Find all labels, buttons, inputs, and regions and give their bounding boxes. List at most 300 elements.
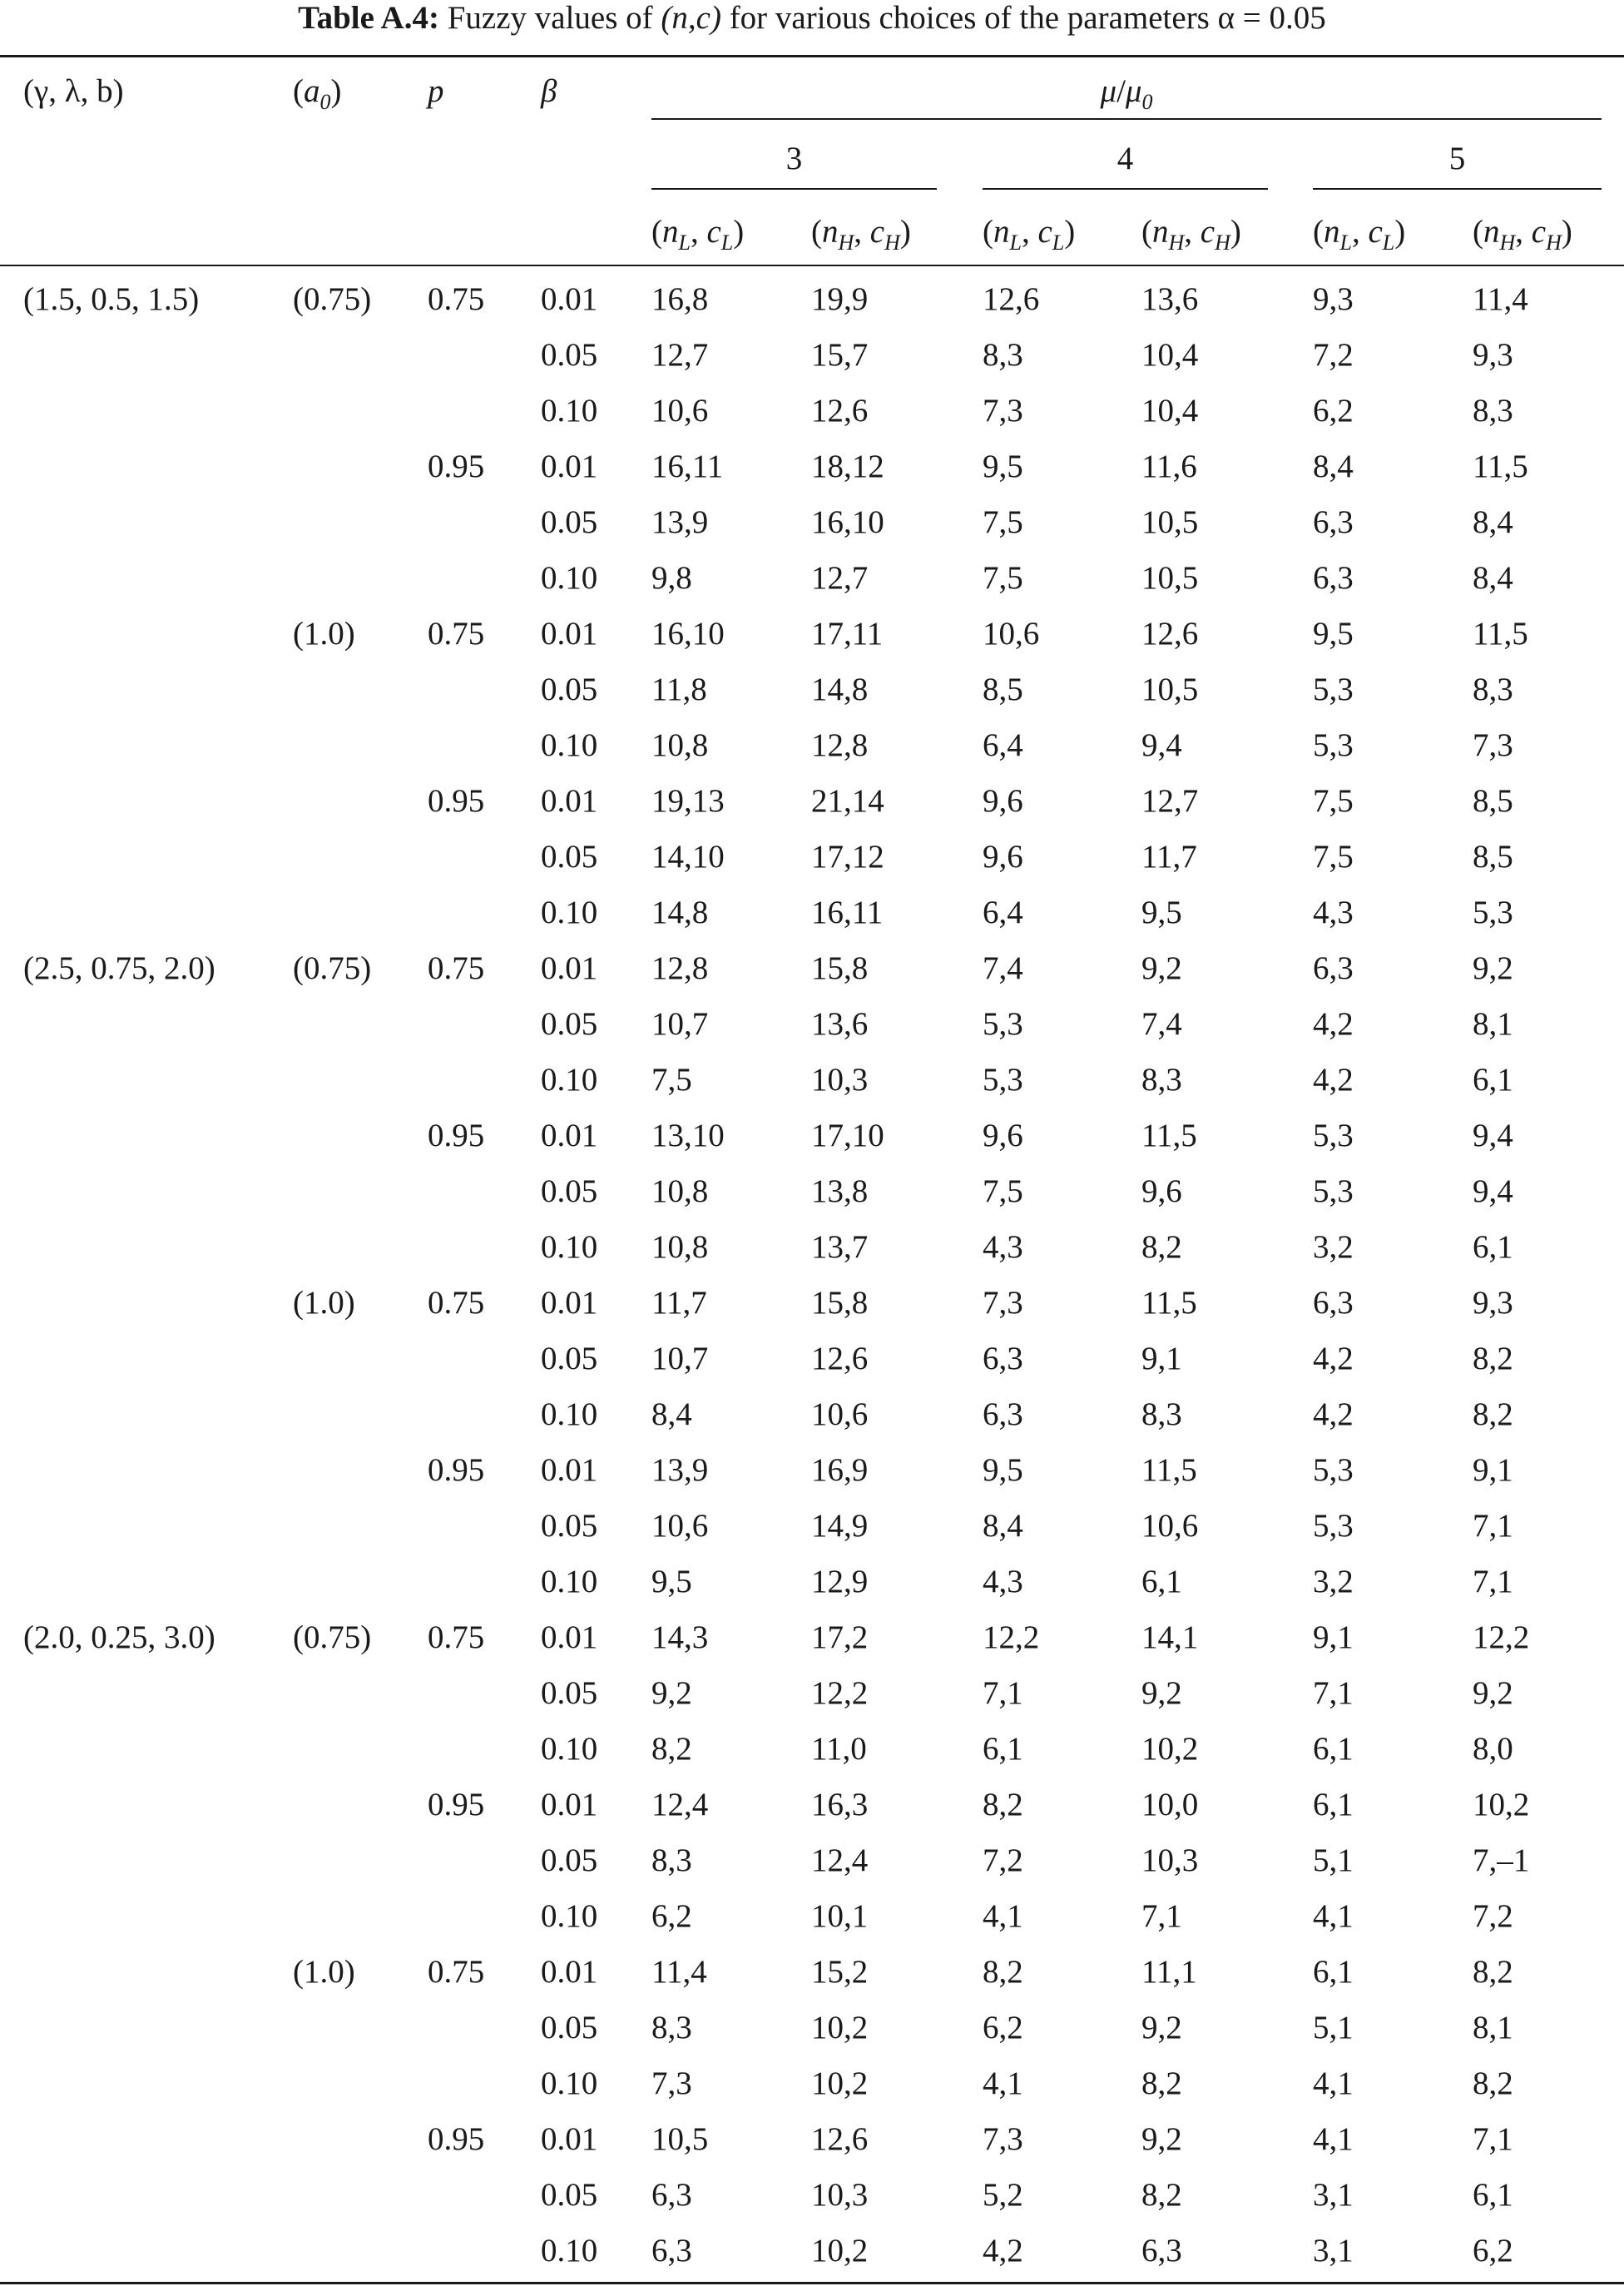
cell-beta: 0.10 — [541, 1396, 598, 1432]
cell-high-3: 15,8 — [811, 950, 869, 986]
cell-high-5: 7,1 — [1473, 1564, 1513, 1599]
cell-low-4: 7,3 — [983, 2121, 1023, 2157]
cell-high-4: 11,7 — [1141, 839, 1197, 875]
cell-high-3: 21,14 — [811, 783, 884, 819]
cell-high-5: 9,1 — [1473, 1452, 1513, 1488]
cell-low-3: 10,8 — [651, 1229, 709, 1265]
cell-high-4: 10,6 — [1141, 1508, 1199, 1544]
cell-low-3: 13,9 — [651, 504, 709, 540]
cell-high-3: 14,8 — [811, 672, 869, 707]
cell-beta: 0.01 — [541, 950, 598, 986]
cell-high-3: 11,0 — [811, 1731, 867, 1767]
cell-high-3: 10,2 — [811, 2233, 869, 2269]
cell-beta: 0.01 — [541, 281, 598, 317]
cell-beta: 0.10 — [541, 1229, 598, 1265]
cell-low-3: 11,8 — [651, 672, 707, 707]
cell-beta: 0.05 — [541, 672, 598, 707]
cell-low-3: 10,7 — [651, 1341, 709, 1376]
cell-high-5: 12,2 — [1473, 1619, 1530, 1655]
cell-high-4: 7,4 — [1141, 1006, 1182, 1042]
cell-high-5: 8,2 — [1473, 1341, 1513, 1376]
cell-low-4: 6,4 — [983, 727, 1023, 763]
cell-high-5: 8,5 — [1473, 839, 1513, 875]
cell-beta: 0.05 — [541, 2177, 598, 2213]
cell-beta: 0.01 — [541, 1619, 598, 1655]
cell-low-3: 16,10 — [651, 616, 725, 652]
cell-high-3: 17,2 — [811, 1619, 869, 1655]
cell-low-4: 6,2 — [983, 2010, 1023, 2045]
cell-low-4: 7,5 — [983, 560, 1023, 596]
cell-low-4: 8,3 — [983, 337, 1023, 373]
cell-low-4: 7,4 — [983, 950, 1023, 986]
cell-low-4: 12,2 — [983, 1619, 1040, 1655]
cell-p: 0.95 — [428, 1787, 485, 1822]
cell-beta: 0.01 — [541, 1452, 598, 1488]
cell-low-4: 10,6 — [983, 616, 1040, 652]
cell-beta: 0.10 — [541, 393, 598, 429]
header-ratio-5: 5 — [1448, 141, 1466, 176]
cell-low-3: 14,3 — [651, 1619, 709, 1655]
cell-high-5: 8,4 — [1473, 504, 1513, 540]
cell-high-4: 10,4 — [1141, 337, 1199, 373]
cell-beta: 0.05 — [541, 1006, 598, 1042]
cell-high-3: 12,7 — [811, 560, 869, 596]
cell-high-5: 10,2 — [1473, 1787, 1530, 1822]
cell-beta: 0.10 — [541, 727, 598, 763]
header-ratio: $\mu/\mu_0$ — [1100, 73, 1153, 114]
cell-high-3: 12,6 — [811, 2121, 869, 2157]
cell-high-4: 12,6 — [1141, 616, 1199, 652]
cell-low-5: 5,3 — [1313, 1452, 1354, 1488]
cell-low-3: 12,4 — [651, 1787, 709, 1822]
cell-high-4: 6,1 — [1141, 1564, 1182, 1599]
cell-low-3: 19,13 — [651, 783, 725, 819]
cell-beta: 0.10 — [541, 2065, 598, 2101]
cell-high-3: 15,8 — [811, 1285, 869, 1321]
cell-high-4: 9,4 — [1141, 727, 1182, 763]
cell-low-3: 9,8 — [651, 560, 692, 596]
cell-low-4: 8,5 — [983, 672, 1023, 707]
cell-low-5: 3,2 — [1313, 1564, 1354, 1599]
cell-high-5: 8,1 — [1473, 1006, 1513, 1042]
cell-high-3: 16,11 — [811, 895, 884, 930]
cell-low-5: 6,3 — [1313, 1285, 1354, 1321]
cell-a0: (1.0) — [293, 1285, 355, 1321]
cell-low-5: 9,1 — [1313, 1619, 1354, 1655]
cell-low-5: 5,1 — [1313, 2010, 1354, 2045]
cell-low-4: 9,6 — [983, 839, 1023, 875]
cell-high-5: 8,5 — [1473, 783, 1513, 819]
cell-low-5: 3,2 — [1313, 1229, 1354, 1265]
cell-high-5: 9,3 — [1473, 337, 1513, 373]
cell-high-5: 6,1 — [1473, 1062, 1513, 1098]
cell-high-4: 9,2 — [1141, 2121, 1182, 2157]
cell-high-3: 10,6 — [811, 1396, 869, 1432]
cell-low-5: 6,1 — [1313, 1954, 1354, 1990]
header-beta: β — [541, 73, 557, 109]
cell-low-4: 7,2 — [983, 1842, 1023, 1878]
cell-high-5: 7,3 — [1473, 727, 1513, 763]
header-p: p — [428, 73, 444, 109]
cell-low-3: 8,3 — [651, 2010, 692, 2045]
cell-low-3: 10,6 — [651, 393, 709, 429]
cell-low-4: 7,3 — [983, 1285, 1023, 1321]
cell-beta: 0.05 — [541, 2010, 598, 2045]
cell-low-5: 4,2 — [1313, 1062, 1354, 1098]
cell-low-4: 4,1 — [983, 1898, 1023, 1934]
cell-high-4: 9,2 — [1141, 1675, 1182, 1711]
cell-high-3: 17,11 — [811, 616, 884, 652]
cell-high-4: 10,3 — [1141, 1842, 1199, 1878]
header-a0: $(a_0)$ — [293, 73, 342, 114]
caption-text-before: Fuzzy values of — [447, 0, 653, 36]
cell-low-5: 4,2 — [1313, 1006, 1354, 1042]
cell-low-5: 4,2 — [1313, 1341, 1354, 1376]
ratio-5-rule — [1313, 188, 1602, 190]
cell-high-3: 17,10 — [811, 1118, 884, 1153]
cell-high-3: 12,8 — [811, 727, 869, 763]
cell-low-4: 6,4 — [983, 895, 1023, 930]
cell-high-3: 13,7 — [811, 1229, 869, 1265]
cell-high-3: 18,12 — [811, 449, 884, 484]
cell-beta: 0.01 — [541, 1285, 598, 1321]
cell-p: 0.95 — [428, 449, 485, 484]
cell-low-5: 4,1 — [1313, 2065, 1354, 2101]
cell-high-5: 8,2 — [1473, 1396, 1513, 1432]
cell-high-5: 8,1 — [1473, 2010, 1513, 2045]
cell-high-4: 8,2 — [1141, 2065, 1182, 2101]
caption-text-after: for various choices of the parameters — [729, 0, 1210, 36]
table-caption — [0, 0, 1624, 37]
cell-high-3: 10,3 — [811, 2177, 869, 2213]
cell-beta: 0.01 — [541, 449, 598, 484]
cell-high-3: 17,12 — [811, 839, 884, 875]
cell-high-5: 9,3 — [1473, 1285, 1513, 1321]
cell-high-4: 10,0 — [1141, 1787, 1199, 1822]
cell-high-3: 12,9 — [811, 1564, 869, 1599]
cell-a0: (0.75) — [293, 950, 372, 986]
cell-high-3: 16,3 — [811, 1787, 869, 1822]
cell-high-4: 9,2 — [1141, 2010, 1182, 2045]
cell-beta: 0.01 — [541, 616, 598, 652]
cell-high-5: 5,3 — [1473, 895, 1513, 930]
cell-low-3: 16,8 — [651, 281, 709, 317]
cell-low-3: 11,4 — [651, 1954, 707, 1990]
cell-high-3: 16,10 — [811, 504, 884, 540]
cell-low-5: 5,1 — [1313, 1842, 1354, 1878]
cell-low-5: 5,3 — [1313, 1173, 1354, 1209]
cell-high-5: 11,5 — [1473, 616, 1528, 652]
cell-high-5: 7,1 — [1473, 2121, 1513, 2157]
cell-high-4: 11,5 — [1141, 1285, 1197, 1321]
cell-low-3: 10,8 — [651, 727, 709, 763]
cell-p: 0.95 — [428, 1452, 485, 1488]
cell-low-4: 9,6 — [983, 783, 1023, 819]
cell-low-3: 12,8 — [651, 950, 709, 986]
cell-beta: 0.10 — [541, 1564, 598, 1599]
cell-p: 0.95 — [428, 2121, 485, 2157]
cell-high-3: 16,9 — [811, 1452, 869, 1488]
cell-low-3: 6,3 — [651, 2177, 692, 2213]
cell-low-3: 8,4 — [651, 1396, 692, 1432]
cell-low-3: 14,10 — [651, 839, 725, 875]
cell-low-3: 6,2 — [651, 1898, 692, 1934]
cell-high-5: 6,1 — [1473, 1229, 1513, 1265]
cell-beta: 0.01 — [541, 2121, 598, 2157]
cell-low-5: 3,1 — [1313, 2177, 1354, 2213]
cell-beta: 0.10 — [541, 895, 598, 930]
ratio-span-rule — [651, 118, 1602, 120]
cell-beta: 0.01 — [541, 1787, 598, 1822]
cell-low-4: 6,3 — [983, 1396, 1023, 1432]
cell-low-4: 6,3 — [983, 1341, 1023, 1376]
cell-a0: (0.75) — [293, 281, 372, 317]
cell-low-4: 8,2 — [983, 1954, 1023, 1990]
cell-high-4: 9,1 — [1141, 1341, 1182, 1376]
ratio-4-rule — [983, 188, 1268, 190]
cell-beta: 0.10 — [541, 560, 598, 596]
cell-low-5: 5,3 — [1313, 727, 1354, 763]
cell-high-5: 8,3 — [1473, 672, 1513, 707]
cell-beta: 0.05 — [541, 504, 598, 540]
header-high-5: ($n_H$, $c_H$) — [1473, 214, 1572, 255]
cell-low-5: 5,3 — [1313, 672, 1354, 707]
cell-low-4: 8,4 — [983, 1508, 1023, 1544]
cell-low-3: 13,10 — [651, 1118, 725, 1153]
cell-beta: 0.10 — [541, 1898, 598, 1934]
cell-high-3: 13,8 — [811, 1173, 869, 1209]
cell-high-4: 9,5 — [1141, 895, 1182, 930]
cell-high-4: 10,5 — [1141, 560, 1199, 596]
cell-low-5: 9,5 — [1313, 616, 1354, 652]
cell-high-4: 11,6 — [1141, 449, 1197, 484]
cell-low-4: 4,3 — [983, 1564, 1023, 1599]
cell-low-4: 4,1 — [983, 2065, 1023, 2101]
header-ratio-3: 3 — [785, 141, 803, 176]
cell-a0: (0.75) — [293, 1619, 372, 1655]
cell-high-5: 9,4 — [1473, 1118, 1513, 1153]
cell-low-5: 7,5 — [1313, 783, 1354, 819]
cell-p: 0.95 — [428, 783, 485, 819]
cell-low-3: 10,5 — [651, 2121, 709, 2157]
caption-nc: (n,c) — [661, 0, 721, 36]
cell-a0: (1.0) — [293, 1954, 355, 1990]
cell-high-4: 10,5 — [1141, 672, 1199, 707]
cell-high-4: 7,1 — [1141, 1898, 1182, 1934]
top-rule — [0, 55, 1624, 57]
cell-high-4: 8,3 — [1141, 1062, 1182, 1098]
cell-high-4: 11,1 — [1141, 1954, 1197, 1990]
cell-high-3: 15,7 — [811, 337, 869, 373]
cell-low-4: 4,3 — [983, 1229, 1023, 1265]
cell-beta: 0.05 — [541, 337, 598, 373]
cell-low-4: 9,6 — [983, 1118, 1023, 1153]
cell-low-3: 7,5 — [651, 1062, 692, 1098]
header-high-4: ($n_H$, $c_H$) — [1141, 214, 1241, 255]
header-ratio-4: 4 — [1116, 141, 1134, 176]
cell-high-3: 13,6 — [811, 1006, 869, 1042]
cell-low-4: 5,3 — [983, 1062, 1023, 1098]
cell-beta: 0.01 — [541, 783, 598, 819]
cell-beta: 0.05 — [541, 839, 598, 875]
cell-low-5: 7,2 — [1313, 337, 1354, 373]
cell-beta: 0.05 — [541, 1173, 598, 1209]
cell-low-4: 7,5 — [983, 1173, 1023, 1209]
cell-beta: 0.05 — [541, 1675, 598, 1711]
cell-low-4: 8,2 — [983, 1787, 1023, 1822]
cell-low-3: 6,3 — [651, 2233, 692, 2269]
cell-low-5: 4,1 — [1313, 1898, 1354, 1934]
bottom-rule — [0, 2282, 1624, 2284]
cell-low-5: 6,3 — [1313, 504, 1354, 540]
cell-high-3: 12,2 — [811, 1675, 869, 1711]
cell-p: 0.75 — [428, 950, 485, 986]
cell-low-4: 5,3 — [983, 1006, 1023, 1042]
cell-low-4: 6,1 — [983, 1731, 1023, 1767]
cell-low-5: 4,2 — [1313, 1396, 1354, 1432]
cell-low-5: 4,1 — [1313, 2121, 1354, 2157]
cell-high-4: 11,5 — [1141, 1118, 1197, 1153]
cell-high-4: 10,2 — [1141, 1731, 1199, 1767]
cell-high-3: 12,4 — [811, 1842, 869, 1878]
header-high-3: ($n_H$, $c_H$) — [811, 214, 911, 255]
cell-low-4: 7,5 — [983, 504, 1023, 540]
cell-p: 0.75 — [428, 281, 485, 317]
cell-high-3: 10,3 — [811, 1062, 869, 1098]
cell-low-3: 12,7 — [651, 337, 709, 373]
cell-high-5: 6,1 — [1473, 2177, 1513, 2213]
cell-high-5: 7,2 — [1473, 1898, 1513, 1934]
cell-low-3: 11,7 — [651, 1285, 707, 1321]
cell-beta: 0.01 — [541, 1954, 598, 1990]
cell-high-3: 12,6 — [811, 393, 869, 429]
cell-params: (1.5, 0.5, 1.5) — [23, 281, 200, 317]
cell-beta: 0.05 — [541, 1842, 598, 1878]
cell-low-3: 7,3 — [651, 2065, 692, 2101]
cell-low-5: 6,3 — [1313, 950, 1354, 986]
cell-high-3: 14,9 — [811, 1508, 869, 1544]
ratio-3-rule — [651, 188, 937, 190]
cell-params: (2.5, 0.75, 2.0) — [23, 950, 215, 986]
cell-high-4: 14,1 — [1141, 1619, 1199, 1655]
cell-low-5: 5,3 — [1313, 1118, 1354, 1153]
cell-beta: 0.10 — [541, 1062, 598, 1098]
header-low-5: ($n_L$, $c_L$) — [1313, 214, 1406, 255]
cell-high-4: 10,5 — [1141, 504, 1199, 540]
cell-low-3: 14,8 — [651, 895, 709, 930]
cell-params: (2.0, 0.25, 3.0) — [23, 1619, 215, 1655]
cell-high-5: 9,2 — [1473, 950, 1513, 986]
cell-low-5: 9,3 — [1313, 281, 1354, 317]
cell-p: 0.75 — [428, 616, 485, 652]
cell-high-5: 7,1 — [1473, 1508, 1513, 1544]
cell-high-5: 11,4 — [1473, 281, 1528, 317]
cell-a0: (1.0) — [293, 616, 355, 652]
cell-beta: 0.05 — [541, 1341, 598, 1376]
cell-low-5: 6,3 — [1313, 560, 1354, 596]
cell-low-3: 8,3 — [651, 1842, 692, 1878]
cell-high-3: 10,2 — [811, 2065, 869, 2101]
cell-high-5: 6,2 — [1473, 2233, 1513, 2269]
cell-low-4: 4,2 — [983, 2233, 1023, 2269]
cell-low-3: 9,2 — [651, 1675, 692, 1711]
caption-alpha: α = 0.05 — [1217, 0, 1326, 36]
cell-low-4: 7,1 — [983, 1675, 1023, 1711]
header-low-3: ($n_L$, $c_L$) — [651, 214, 745, 255]
header-gamma-lambda-b: (γ, λ, b) — [23, 73, 124, 109]
cell-low-5: 6,1 — [1313, 1787, 1354, 1822]
cell-p: 0.95 — [428, 1118, 485, 1153]
cell-low-3: 9,5 — [651, 1564, 692, 1599]
cell-low-3: 16,11 — [651, 449, 724, 484]
cell-low-5: 5,3 — [1313, 1508, 1354, 1544]
cell-low-3: 10,8 — [651, 1173, 709, 1209]
cell-low-5: 8,4 — [1313, 449, 1354, 484]
cell-high-4: 10,4 — [1141, 393, 1199, 429]
cell-p: 0.75 — [428, 1619, 485, 1655]
cell-low-5: 7,5 — [1313, 839, 1354, 875]
cell-beta: 0.10 — [541, 1731, 598, 1767]
cell-high-5: 7,–1 — [1473, 1842, 1530, 1878]
cell-high-4: 8,3 — [1141, 1396, 1182, 1432]
cell-low-3: 10,6 — [651, 1508, 709, 1544]
caption-label: Table A.4: — [298, 0, 439, 36]
cell-high-5: 8,2 — [1473, 2065, 1513, 2101]
cell-high-4: 11,5 — [1141, 1452, 1197, 1488]
cell-high-4: 13,6 — [1141, 281, 1199, 317]
cell-high-5: 8,2 — [1473, 1954, 1513, 1990]
cell-low-4: 9,5 — [983, 449, 1023, 484]
cell-high-5: 9,4 — [1473, 1173, 1513, 1209]
cell-high-4: 8,2 — [1141, 1229, 1182, 1265]
cell-high-5: 9,2 — [1473, 1675, 1513, 1711]
cell-low-3: 8,2 — [651, 1731, 692, 1767]
cell-low-4: 9,5 — [983, 1452, 1023, 1488]
cell-low-5: 6,2 — [1313, 393, 1354, 429]
cell-low-4: 5,2 — [983, 2177, 1023, 2213]
header-rule — [0, 265, 1624, 266]
cell-high-4: 6,3 — [1141, 2233, 1182, 2269]
cell-low-5: 6,1 — [1313, 1731, 1354, 1767]
cell-high-3: 10,2 — [811, 2010, 869, 2045]
cell-low-3: 10,7 — [651, 1006, 709, 1042]
cell-high-4: 9,2 — [1141, 950, 1182, 986]
cell-high-3: 12,6 — [811, 1341, 869, 1376]
cell-high-4: 9,6 — [1141, 1173, 1182, 1209]
cell-beta: 0.01 — [541, 1118, 598, 1153]
cell-high-4: 8,2 — [1141, 2177, 1182, 2213]
cell-p: 0.75 — [428, 1954, 485, 1990]
cell-low-4: 7,3 — [983, 393, 1023, 429]
cell-low-5: 4,3 — [1313, 895, 1354, 930]
cell-high-3: 15,2 — [811, 1954, 869, 1990]
cell-low-4: 12,6 — [983, 281, 1040, 317]
cell-low-3: 13,9 — [651, 1452, 709, 1488]
cell-beta: 0.10 — [541, 2233, 598, 2269]
cell-beta: 0.05 — [541, 1508, 598, 1544]
cell-high-5: 8,3 — [1473, 393, 1513, 429]
cell-high-5: 11,5 — [1473, 449, 1528, 484]
cell-high-5: 8,4 — [1473, 560, 1513, 596]
cell-high-3: 19,9 — [811, 281, 869, 317]
cell-low-5: 7,1 — [1313, 1675, 1354, 1711]
cell-low-5: 3,1 — [1313, 2233, 1354, 2269]
cell-p: 0.75 — [428, 1285, 485, 1321]
cell-high-4: 12,7 — [1141, 783, 1199, 819]
cell-high-5: 8,0 — [1473, 1731, 1513, 1767]
header-low-4: ($n_L$, $c_L$) — [983, 214, 1076, 255]
cell-high-3: 10,1 — [811, 1898, 869, 1934]
